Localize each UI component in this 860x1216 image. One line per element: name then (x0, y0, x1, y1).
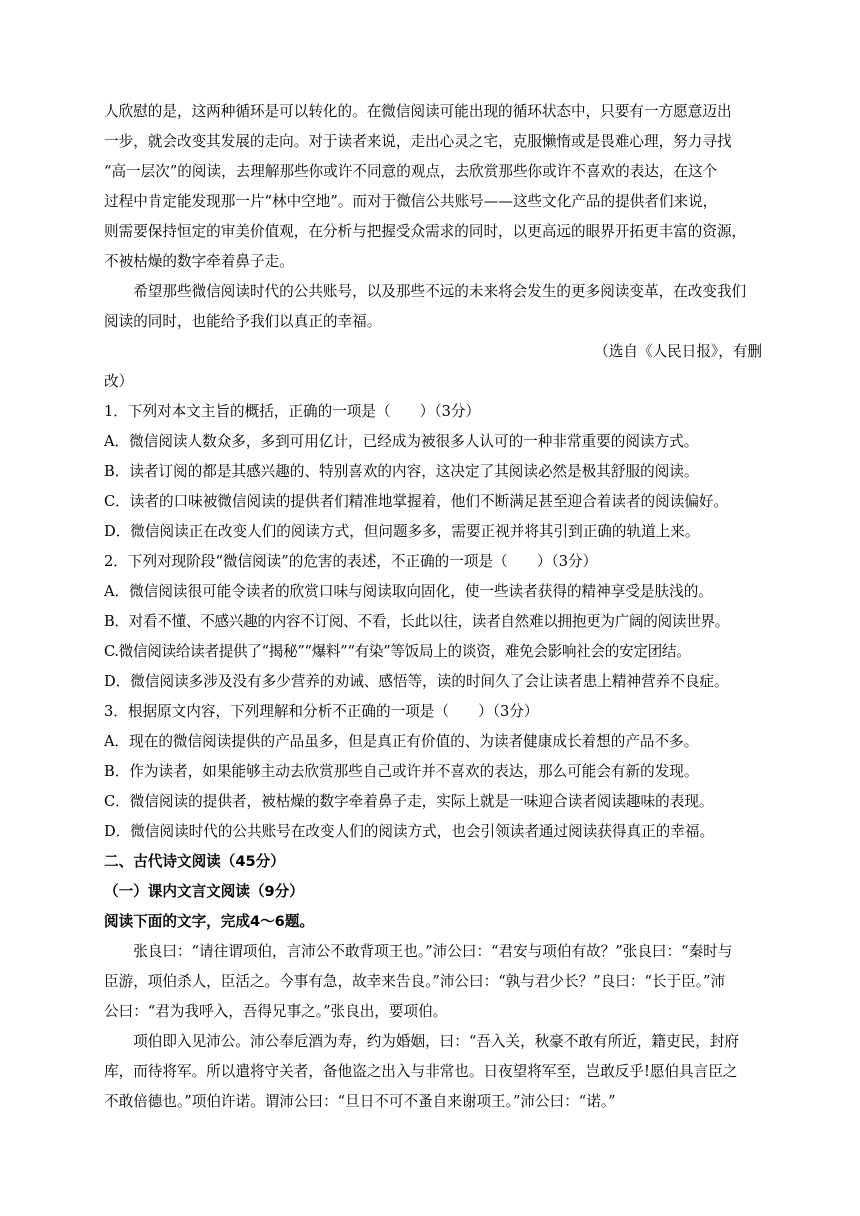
option-c: C.微信阅读给读者提供了“揭秘”“爆料”“有染”等饭局上的谈资，难免会影响社会的安定团结。 (104, 643, 691, 660)
classical-paragraph-2 (104, 1027, 762, 1117)
document-page (104, 97, 762, 1117)
option-d: D．微信阅读多涉及没有多少营养的劝诫、感悟等，读的时间久了会让读者患上精神营养不良症。 (104, 673, 729, 690)
text-line: 项伯即入见沛公。沛公奉卮酒为寿，约为婚姻，曰：“吾入关，秋豪不敢有所近，籍吏民，封府 (133, 1033, 739, 1050)
text-line: 张良曰：“请往谓项伯，言沛公不敢背项王也。”沛公曰：“君安与项伯有故？”张良曰：“秦时与 (133, 943, 733, 960)
option-c: C．微信阅读的提供者，被枯燥的数字牵着鼻子走，实际上就是一味迎合读者阅读趣味的表现。 (104, 793, 714, 810)
text-line: 则需要保持恒定的审美价值观，在分析与把握受众需求的同时，以更高远的眼界开拓更丰富的资源， (104, 223, 747, 240)
classical-paragraph-1 (104, 937, 762, 1027)
passage-paragraph-1 (104, 97, 762, 277)
text-line: 人欣慰的是，这两种循环是可以转化的。在微信阅读可能出现的循环状态中，只要有一方愿意迈出 (104, 103, 732, 120)
text-line: 不敢倍德也。”项伯许诺。谓沛公曰：“旦日不可不蚤自来谢项王。”沛公曰：“诺。” (104, 1093, 616, 1110)
text-line: 一步，就会改变其发展的走向。对于读者来说，走出心灵之宅，克服懒惰或是畏难心理，努力寻找 (104, 133, 732, 150)
text-line: 公曰：“君为我呼入，吾得兄事之。”张良出，要项伯。 (104, 1003, 448, 1020)
option-b: B．读者订阅的都是其感兴趣的、特别喜欢的内容，这决定了其阅读必然是极其舒服的阅读。 (104, 463, 699, 480)
question-2 (104, 547, 762, 697)
text-line: “高一层次”的阅读，去理解那些你或许不同意的观点，去欣赏那些你或许不喜欢的表达，在这个 (104, 163, 718, 180)
option-d: D．微信阅读时代的公共账号在改变人们的阅读方式，也会引领读者通过阅读获得真正的幸福。 (104, 823, 715, 840)
option-a: A．现在的微信阅读提供的产品虽多，但是真正有价值的、为读者健康成长着想的产品不多。 (104, 733, 699, 750)
option-b: B．对看不懂、不感兴趣的内容不订阅、不看，长此以往，读者自然难以拥抱更为广阔的阅读世界。 (104, 613, 730, 630)
question-3 (104, 697, 762, 847)
option-a: A．微信阅读很可能令读者的欣赏口味与阅读取向固化，使一些读者获得的精神享受是肤浅的。 (104, 583, 713, 600)
text-line: 阅读的同时，也能给予我们以真正的幸福。 (104, 313, 382, 330)
option-b: B．作为读者，如果能够主动去欣赏那些自己或许并不喜欢的表达，那么可能会有新的发现。 (104, 763, 699, 780)
reading-instruction: 阅读下面的文字，完成4～6题。 (104, 913, 315, 930)
question-stem: 3．根据原文内容，下列理解和分析不正确的一项是（ ）（3分） (104, 703, 539, 720)
option-c: C．读者的口味被微信阅读的提供者们精准地掌握着，他们不断满足甚至迎合着读者的阅读偏好。 (104, 493, 729, 510)
question-1 (104, 397, 762, 547)
passage-paragraph-2 (104, 277, 762, 337)
text-line: 过程中肯定能发现那一片“林中空地”。而对于微信公共账号——这些文化产品的提供者们来说， (104, 193, 718, 210)
option-a: A．微信阅读人数众多，多到可用亿计，已经成为被很多人认可的一种非常重要的阅读方式。 (104, 433, 699, 450)
sub-section-heading: （一）课内文言文阅读（9分） (104, 883, 304, 900)
section-heading: 二、古代诗文阅读（45分） (104, 853, 285, 870)
option-d: D．微信阅读正在改变人们的阅读方式，但问题多多，需要正视并将其引到正确的轨道上来。 (104, 523, 700, 540)
text-line: 库，而待将军。所以遣将守关者，备他盗之出入与非常也。日夜望将军至，岂敢反乎!愿伯具言臣之 (104, 1063, 738, 1080)
text-line: 希望那些微信阅读时代的公共账号，以及那些不远的未来将会发生的更多阅读变革，在改变我们 (133, 283, 747, 300)
question-stem: 1．下列对本文主旨的概括，正确的一项是（ ）（3分） (104, 403, 481, 420)
question-stem: 2．下列对现阶段“微信阅读”的危害的表述，不正确的一项是（ ）（3分） (104, 553, 598, 570)
text-line: 不被枯燥的数字牵着鼻子走。 (104, 253, 294, 270)
text-line: 臣游，项伯杀人，臣活之。今事有急，故幸来告良。”沛公曰：“孰与君少长？”良曰：“长于臣。”沛 (104, 973, 726, 990)
source-citation-continued: 改） (104, 373, 134, 390)
source-citation: （选自《人民日报》，有删 (594, 343, 762, 360)
